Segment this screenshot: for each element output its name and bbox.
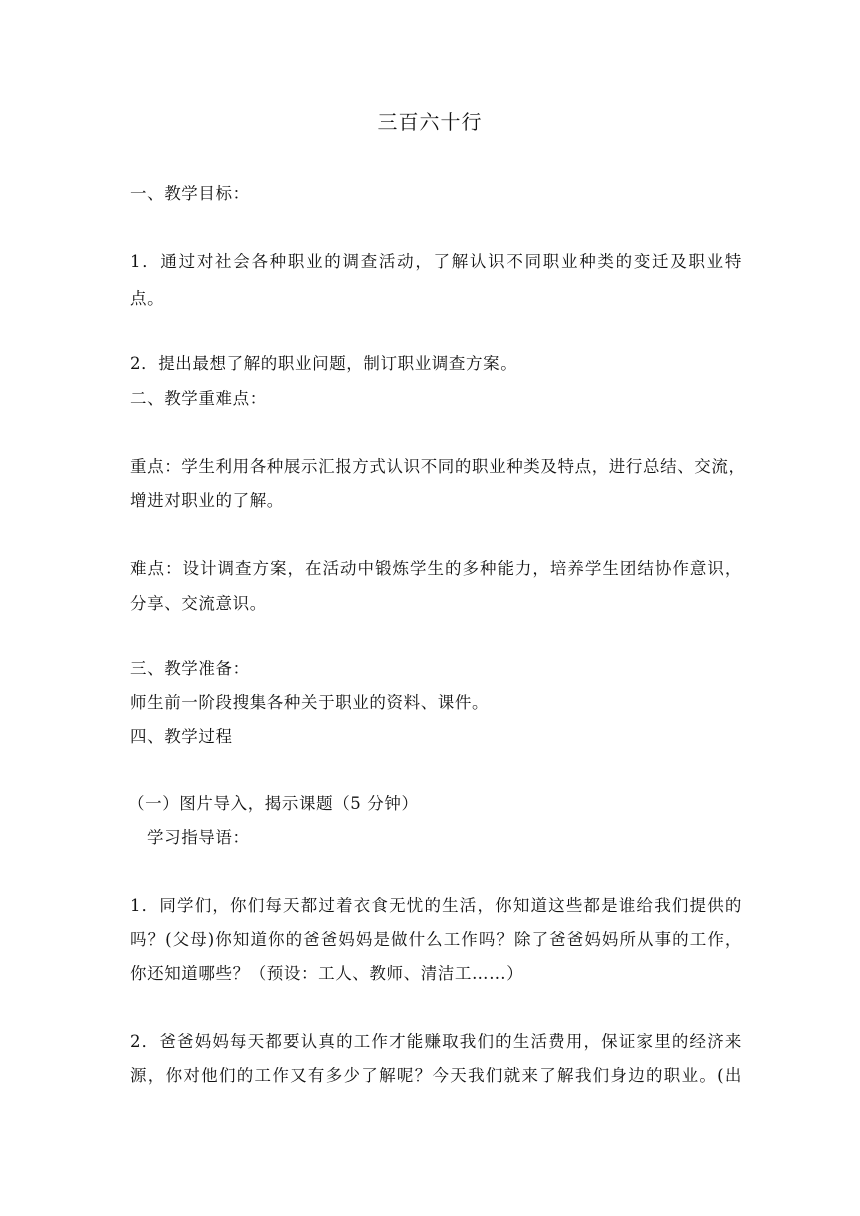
section-heading-objectives: 一、教学目标： — [130, 184, 250, 203]
guidance-1-line-3: 你还知道哪些？（预设：工人、教师、清洁工……） — [130, 964, 524, 983]
section-heading-process: 四、教学过程 — [130, 727, 233, 746]
preparation-text: 师生前一阶段搜集各种关于职业的资料、课件。 — [130, 693, 490, 712]
objective-1-line-1: 1．通过对社会各种职业的调查活动，了解认识不同职业种类的变迁及职业特 — [130, 252, 742, 271]
key-point-line-1: 重点：学生利用各种展示汇报方式认识不同的职业种类及特点，进行总结、交流， — [130, 457, 746, 476]
subsection-heading-intro: （一）图片导入，揭示课题（5 分钟） — [128, 794, 419, 813]
objective-2: 2．提出最想了解的职业问题，制订职业调查方案。 — [130, 354, 518, 373]
section-heading-key-points: 二、教学重难点： — [130, 389, 267, 408]
document-title: 三百六十行 — [377, 110, 483, 134]
guidance-2-line-2: 源，你对他们的工作又有多少了解呢？今天我们就来了解我们身边的职业。(出 — [130, 1066, 742, 1085]
objective-1-line-2: 点。 — [130, 289, 165, 308]
guidance-label: 学习指导语： — [147, 828, 250, 847]
guidance-2-line-1: 2．爸爸妈妈每天都要认真的工作才能赚取我们的生活费用，保证家里的经济来 — [130, 1032, 742, 1051]
section-heading-preparation: 三、教学准备： — [130, 659, 250, 678]
difficulty-line-2: 分享、交流意识。 — [130, 594, 267, 613]
guidance-1-line-2: 吗？(父母)你知道你的爸爸妈妈是做什么工作吗？除了爸爸妈妈所从事的工作， — [130, 930, 742, 949]
difficulty-line-1: 难点：设计调查方案，在活动中锻炼学生的多种能力，培养学生团结协作意识， — [130, 559, 742, 578]
key-point-line-2: 增进对职业的了解。 — [130, 491, 284, 510]
guidance-1-line-1: 1．同学们，你们每天都过着衣食无忧的生活，你知道这些都是谁给我们提供的 — [130, 896, 742, 915]
